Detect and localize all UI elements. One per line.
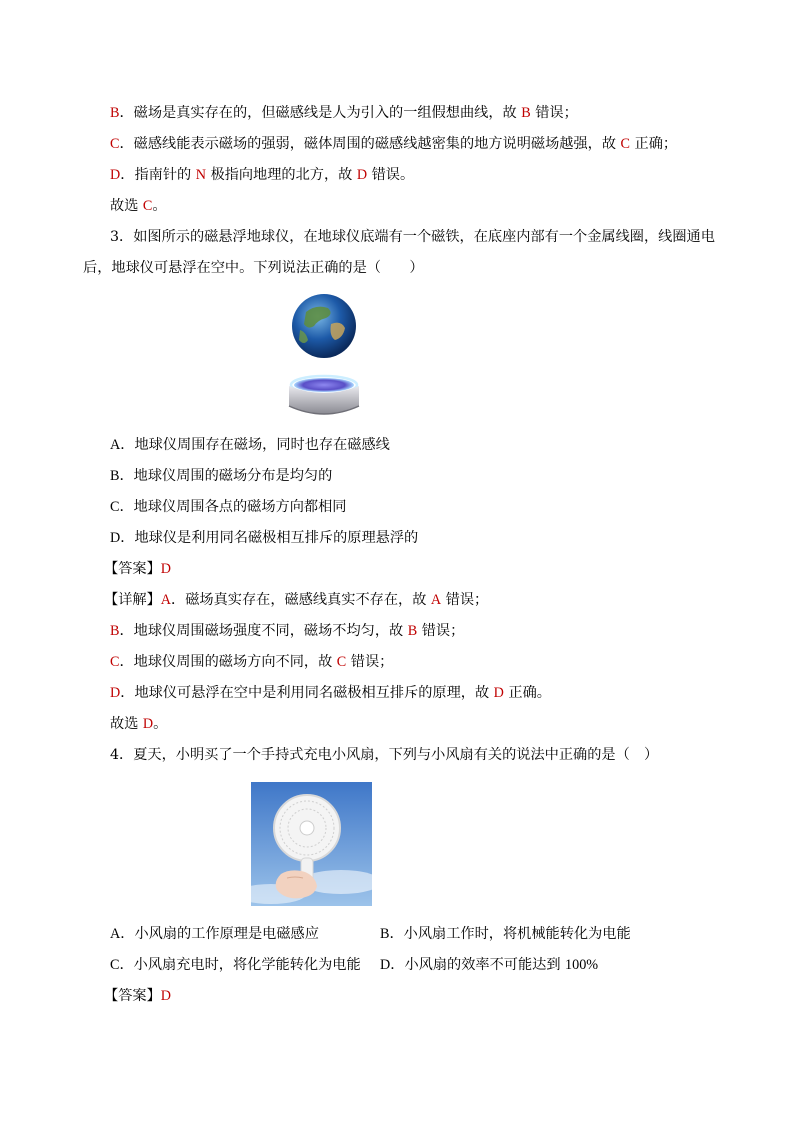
detail-tail: 错误； xyxy=(346,654,394,670)
q3-answer xyxy=(104,559,171,579)
q4-answer xyxy=(104,986,171,1006)
handheld-fan-figure xyxy=(251,782,372,906)
prev-explanation-c xyxy=(110,134,677,154)
maglev-globe-figure xyxy=(276,290,376,422)
answer-label: 【答案】 xyxy=(104,988,161,1004)
explanation-tail: 错误。 xyxy=(367,167,415,183)
option-letter: C xyxy=(110,499,120,515)
q4-option-c xyxy=(110,955,361,975)
option-letter: A xyxy=(110,926,121,942)
option-text: ．小风扇的工作原理是电磁感应 xyxy=(120,926,319,942)
q3-option-a xyxy=(110,435,390,455)
explanation-tail: 错误； xyxy=(530,105,578,121)
q3-stem-line2: 后，地球仪可悬浮在空中。下列说法正确的是（ ） xyxy=(83,260,424,276)
option-text: ．地球仪是利用同名磁极相互排斥的原理悬浮的 xyxy=(120,530,419,546)
option-letter: B xyxy=(110,105,120,121)
prev-explanation-b xyxy=(110,103,578,123)
q3-option-b xyxy=(110,466,332,486)
q3-detail-b xyxy=(110,621,464,641)
explanation-mid: 极指向地理的北方，故 xyxy=(205,167,357,183)
explanation-text: ．磁场是真实存在的，但磁感线是人为引入的一组假想曲线，故 xyxy=(119,105,522,121)
q3-option-c xyxy=(110,497,346,517)
q4-option-b xyxy=(380,924,631,944)
prev-conclusion xyxy=(110,196,167,216)
option-letter: B xyxy=(110,468,120,484)
option-ref: C xyxy=(336,654,347,670)
detail-label: 【详解】 xyxy=(104,592,161,608)
percent-value: 100% xyxy=(565,957,599,973)
option-letter: D xyxy=(380,957,391,973)
q3-option-d xyxy=(110,528,418,548)
option-text: ．小风扇充电时，将化学能转化为电能 xyxy=(119,957,361,973)
conclusion-text: 故选 xyxy=(110,716,143,732)
explanation-text: ．指南针的 xyxy=(120,167,196,183)
option-letter: A xyxy=(110,437,121,453)
option-letter: A xyxy=(160,592,172,608)
option-text: ．地球仪周围存在磁场，同时也存在磁感线 xyxy=(120,437,390,453)
detail-tail: 错误； xyxy=(417,623,465,639)
option-letter: C xyxy=(110,654,120,670)
explanation-text: ．磁感线能表示磁场的强弱，磁体周围的磁感线越密集的地方说明磁场越强，故 xyxy=(119,136,621,152)
q4-option-a xyxy=(110,924,319,944)
option-text: ．地球仪周围各点的磁场方向都相同 xyxy=(119,499,347,515)
answer-value: D xyxy=(160,988,172,1004)
detail-tail: 正确。 xyxy=(503,685,551,701)
q3-stem-line1: 3．如图所示的磁悬浮地球仪，在地球仪底端有一个磁铁，在底座内部有一个金属线圈，线圈通电 xyxy=(110,229,715,245)
option-ref: B xyxy=(521,105,531,121)
conclusion-tail: 。 xyxy=(152,198,167,214)
q3-detail-c xyxy=(110,652,393,672)
handheld-fan-image xyxy=(251,782,372,906)
conclusion-tail: 。 xyxy=(153,716,168,732)
option-letter: D xyxy=(110,685,121,701)
maglev-globe-image xyxy=(276,290,376,422)
detail-text: ．磁场真实存在，磁感线真实不存在，故 xyxy=(171,592,431,608)
q4-stem: 4．夏天，小明买了一个手持式充电小风扇，下列与小风扇有关的说法中正确的是（ ） xyxy=(110,747,659,763)
option-letter: D xyxy=(110,530,121,546)
option-ref: D xyxy=(142,716,154,732)
option-ref: D xyxy=(356,167,368,183)
option-text: ．小风扇工作时，将机械能转化为电能 xyxy=(389,926,631,942)
pole-ref: N xyxy=(195,167,206,183)
option-letter: D xyxy=(110,167,121,183)
detail-text: ．地球仪周围磁场强度不同，磁场不均匀，故 xyxy=(119,623,408,639)
option-letter: B xyxy=(380,926,390,942)
option-ref: C xyxy=(620,136,631,152)
detail-text: ．地球仪可悬浮在空中是利用同名磁极相互排斥的原理，故 xyxy=(120,685,494,701)
option-letter: C xyxy=(110,957,120,973)
q3-conclusion xyxy=(110,714,167,734)
q3-detail-a xyxy=(104,590,488,610)
option-ref: A xyxy=(430,592,442,608)
option-text: ．小风扇的效率不可能达到 xyxy=(390,957,566,973)
detail-tail: 错误； xyxy=(441,592,489,608)
option-ref: C xyxy=(142,198,153,214)
q4-option-d xyxy=(380,955,598,975)
detail-text: ．地球仪周围的磁场方向不同，故 xyxy=(119,654,337,670)
conclusion-text: 故选 xyxy=(110,198,143,214)
explanation-tail: 正确； xyxy=(630,136,678,152)
option-ref: D xyxy=(493,685,504,701)
option-text: ．地球仪周围的磁场分布是均匀的 xyxy=(119,468,333,484)
option-ref: B xyxy=(407,623,418,639)
prev-explanation-d xyxy=(110,165,414,185)
q3-detail-d xyxy=(110,683,551,703)
answer-value: D xyxy=(160,561,172,577)
answer-label: 【答案】 xyxy=(104,561,161,577)
option-letter: C xyxy=(110,136,120,152)
option-letter: B xyxy=(110,623,120,639)
